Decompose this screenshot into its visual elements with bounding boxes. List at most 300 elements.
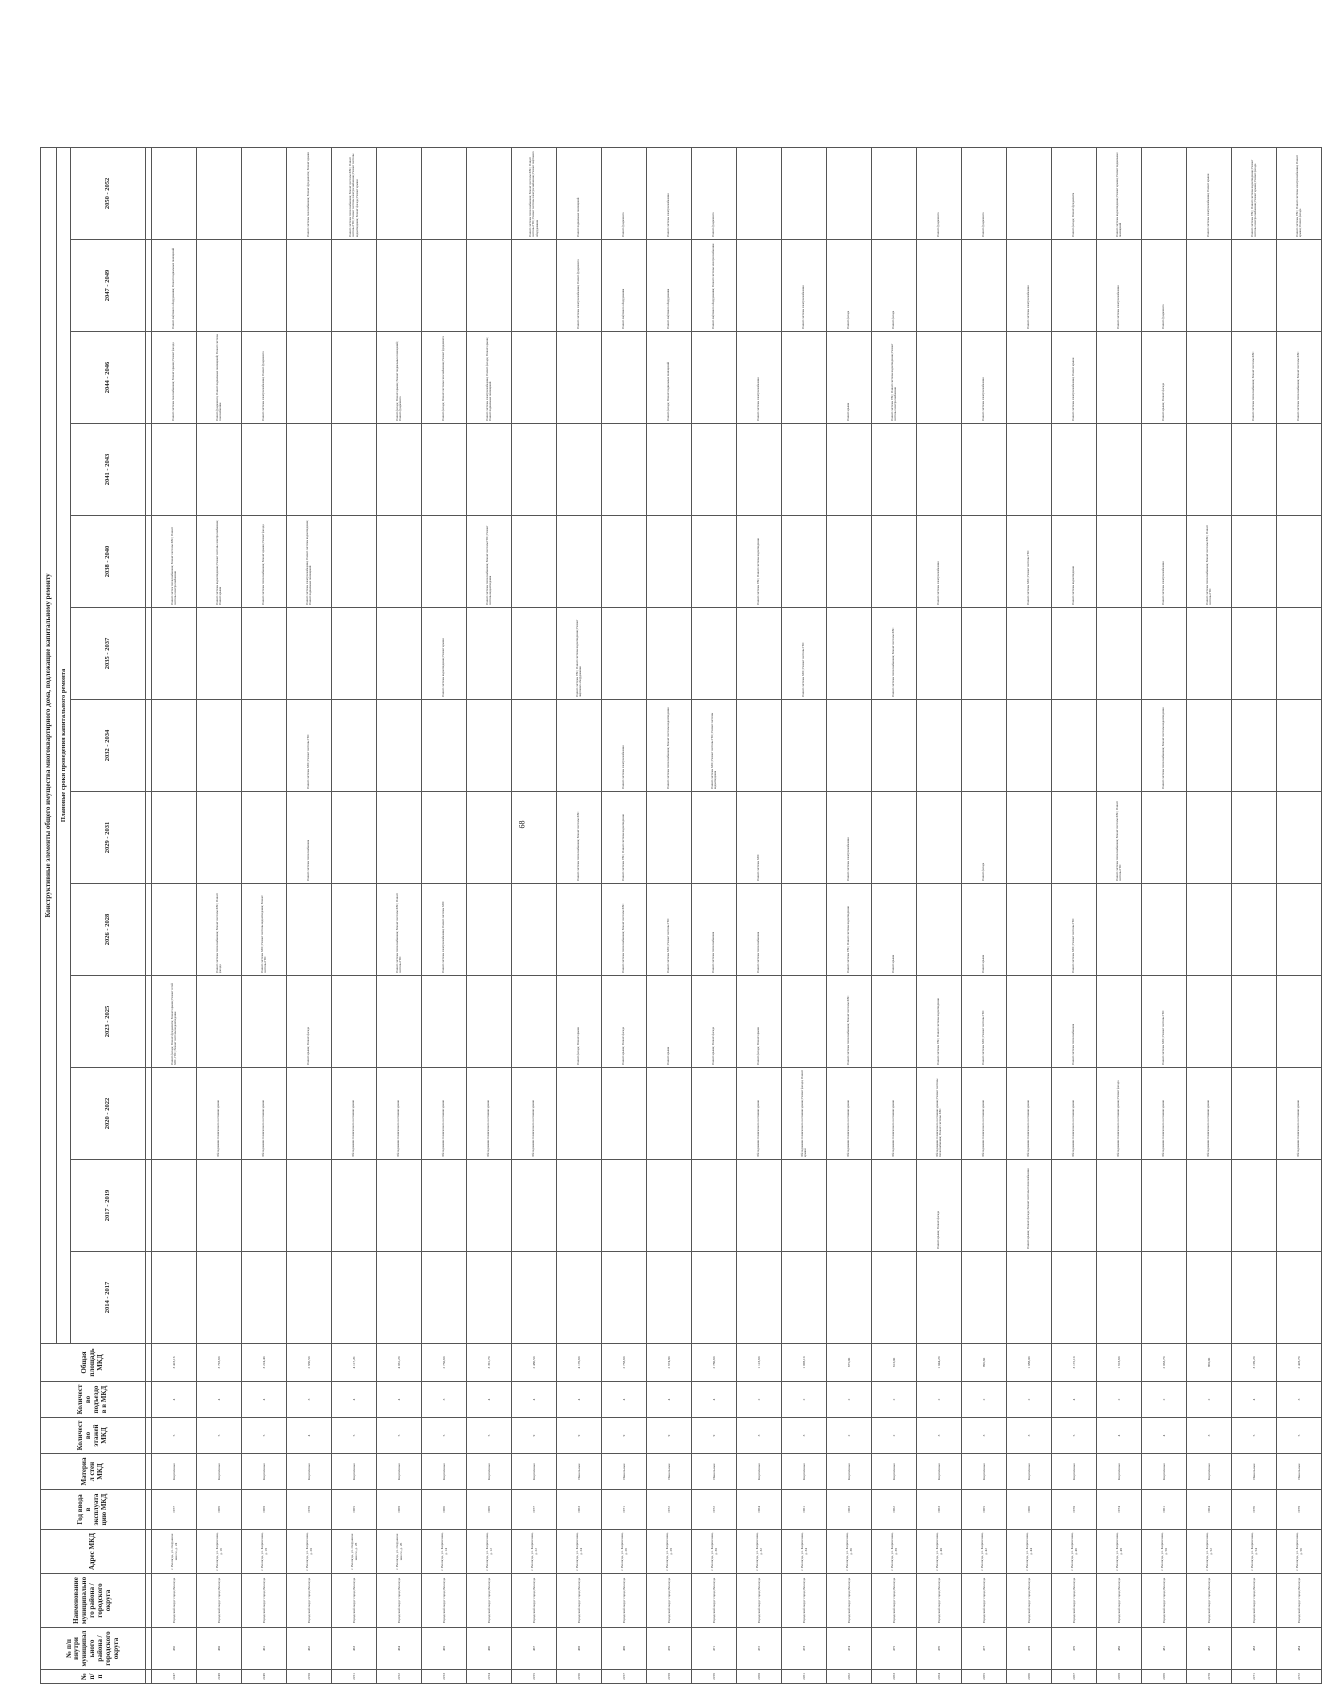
schedule-cell: Ремонт системы ХВС; Ремонт системы ГВС xyxy=(287,700,332,792)
schedule-cell xyxy=(557,1252,602,1344)
cell-n: 2251 xyxy=(332,1670,377,1684)
schedule-cell xyxy=(1007,332,1052,424)
cell-n: 2258 xyxy=(647,1670,692,1684)
cell-entrances: 4 xyxy=(1052,1382,1097,1418)
cell-address: г. Вологда, ул. Кирпичная, д. 50 xyxy=(1142,1530,1187,1574)
table-row xyxy=(1232,147,1277,1683)
schedule-cell: Ремонт системы электроснабжения xyxy=(1142,516,1187,608)
schedule-cell: Ремонт крыши xyxy=(872,884,917,976)
table-row xyxy=(422,147,467,1683)
cell-material: Кирпичные xyxy=(1007,1454,1052,1490)
schedule-cell xyxy=(512,1160,557,1252)
cell-n: 2259 xyxy=(692,1670,737,1684)
cell-year: 1963 xyxy=(557,1490,602,1530)
cell-material: Панельные xyxy=(557,1454,602,1490)
cell-dn: 466 xyxy=(467,1628,512,1670)
schedule-cell: Ремонт системы теплоснабжения; Ремонт крыши; Ремонт фасада xyxy=(242,516,287,608)
schedule-cell xyxy=(557,1068,602,1160)
header-period: 2047 - 2049 xyxy=(71,240,146,332)
schedule-cell xyxy=(1187,1252,1232,1344)
cell-entrances: 4 xyxy=(197,1382,242,1418)
schedule-cell: Обследование технического состояния здания xyxy=(872,1068,917,1160)
cell-address: г. Вологда, ул. Кирпичная, д. 14 xyxy=(422,1530,467,1574)
schedule-cell xyxy=(647,424,692,516)
header-year: Год ввода в эксплуатацию МКД xyxy=(41,1490,146,1530)
schedule-cell xyxy=(332,884,377,976)
cell-material: Кирпичные xyxy=(782,1454,827,1490)
schedule-cell: Обследование технического состояния здания; Ремонт фасада xyxy=(1097,1068,1142,1160)
schedule-cell: Ремонт системы электроснабжения; Ремонт фундамента xyxy=(557,240,602,332)
schedule-cell xyxy=(827,700,872,792)
cell-material: Кирпичные xyxy=(152,1454,197,1490)
cell-area: 2 486,50 xyxy=(512,1344,557,1382)
cell-material: Панельные xyxy=(1232,1454,1277,1490)
schedule-cell xyxy=(1232,1068,1277,1160)
schedule-cell: Ремонт системы электроснабжения xyxy=(1007,240,1052,332)
schedule-cell: Ремонт лифтового оборудования xyxy=(602,240,647,332)
schedule-cell xyxy=(1187,424,1232,516)
cell-year: 1977 xyxy=(512,1490,557,1530)
schedule-cell xyxy=(1232,240,1277,332)
schedule-cell xyxy=(737,1160,782,1252)
schedule-cell xyxy=(422,792,467,884)
cell-year: 1963 xyxy=(917,1490,962,1530)
schedule-cell xyxy=(917,792,962,884)
schedule-cell: Ремонт системы теплоснабжения; Ремонт системы ХВС; Ремонт системы ГВС; Ремонт системы электроснабжения; Ремонт лифтового оборудования xyxy=(512,147,557,239)
schedule-cell xyxy=(782,792,827,884)
cell-floors: 5 xyxy=(377,1418,422,1454)
schedule-cell xyxy=(152,424,197,516)
header-period: 2023 - 2025 xyxy=(71,976,146,1068)
schedule-cell: Ремонт системы электроснабжения; Ремонт фасада; Ремонт крыши; Ремонт подвальных помещений xyxy=(467,332,512,424)
cell-n: 2248 xyxy=(197,1670,242,1684)
table-row xyxy=(197,147,242,1683)
schedule-cell xyxy=(962,240,1007,332)
cell-entrances: 3 xyxy=(422,1382,467,1418)
cell-area: 2 750,60 xyxy=(422,1344,467,1382)
cell-year: 1968 xyxy=(377,1490,422,1530)
schedule-cell xyxy=(377,424,422,516)
schedule-cell xyxy=(737,147,782,239)
cell-year: 1965 xyxy=(332,1490,377,1530)
cell-district: Городской округ город Вологда xyxy=(962,1574,1007,1628)
schedule-cell xyxy=(1007,147,1052,239)
schedule-cell xyxy=(962,608,1007,700)
schedule-cell: Ремонт системы ГВС; Ремонт системы электроснабжения; Ремонт крыши; Ремонт фасада xyxy=(1277,147,1322,239)
cell-material: Кирпичные xyxy=(962,1454,1007,1490)
schedule-cell xyxy=(512,792,557,884)
cell-dn: 472 xyxy=(737,1628,782,1670)
schedule-cell: Ремонт системы электроснабжения xyxy=(647,147,692,239)
cell-material: Кирпичные xyxy=(197,1454,242,1490)
schedule-cell xyxy=(962,424,1007,516)
schedule-cell xyxy=(737,240,782,332)
schedule-cell: Ремонт фасада xyxy=(827,240,872,332)
cell-dn: 456 xyxy=(152,1628,197,1670)
schedule-cell: Ремонт системы электроснабжения xyxy=(1097,240,1142,332)
cell-area: 675,00 xyxy=(827,1344,872,1382)
cell-area: 3 391,70 xyxy=(467,1344,512,1382)
schedule-cell: Ремонт фасада; Ремонт крыши xyxy=(557,976,602,1068)
schedule-cell xyxy=(737,608,782,700)
cell-entrances: 4 xyxy=(602,1382,647,1418)
cell-material: Кирпичные xyxy=(872,1454,917,1490)
cell-district: Городской округ город Вологда xyxy=(692,1574,737,1628)
schedule-cell xyxy=(152,1068,197,1160)
schedule-cell xyxy=(287,332,332,424)
schedule-cell: Ремонт системы теплоснабжения xyxy=(1052,976,1097,1068)
cell-district: Городской округ город Вологда xyxy=(377,1574,422,1628)
schedule-cell: Ремонт крыши xyxy=(962,884,1007,976)
schedule-cell xyxy=(737,424,782,516)
schedule-cell xyxy=(1142,884,1187,976)
schedule-cell xyxy=(1142,1252,1187,1344)
schedule-cell xyxy=(332,1252,377,1344)
cell-district: Городской округ город Вологда xyxy=(422,1574,467,1628)
schedule-cell xyxy=(1052,240,1097,332)
header-period: 2020 - 2022 xyxy=(71,1068,146,1160)
cell-dn: 477 xyxy=(962,1628,1007,1670)
schedule-cell: Обследование технического состояния здания xyxy=(1052,1068,1097,1160)
schedule-cell xyxy=(1097,332,1142,424)
schedule-cell xyxy=(512,424,557,516)
cell-n: 2257 xyxy=(602,1670,647,1684)
schedule-cell xyxy=(782,1252,827,1344)
schedule-cell xyxy=(152,1252,197,1344)
schedule-cell xyxy=(602,424,647,516)
cell-address: г. Вологда, ул. Кирпичная, д. 52 xyxy=(1187,1530,1232,1574)
header-period: 2041 - 2043 xyxy=(71,424,146,516)
cell-district: Городской округ город Вологда xyxy=(1007,1574,1052,1628)
table-row xyxy=(782,147,827,1683)
schedule-cell xyxy=(1187,884,1232,976)
cell-year: 1962 xyxy=(872,1490,917,1530)
cell-year: 1970 xyxy=(1052,1490,1097,1530)
cell-address: г. Вологда, ул. Кирпичная, д. 36 xyxy=(827,1530,872,1574)
cell-entrances: 2 xyxy=(872,1382,917,1418)
cell-floors: 3 xyxy=(1007,1418,1052,1454)
schedule-cell xyxy=(1277,608,1322,700)
cell-floors: 3 xyxy=(962,1418,1007,1454)
cell-year: 1972 xyxy=(692,1490,737,1530)
schedule-cell: Ремонт крыши; Ремонт фасада xyxy=(692,976,737,1068)
cell-district: Городской округ город Вологда xyxy=(512,1574,557,1628)
cell-address: г. Вологда, ул. Кирпичная, д. 24 xyxy=(557,1530,602,1574)
schedule-cell xyxy=(197,1252,242,1344)
schedule-cell xyxy=(1052,1252,1097,1344)
schedule-cell xyxy=(1097,1160,1142,1252)
schedule-cell xyxy=(782,147,827,239)
schedule-cell xyxy=(827,1252,872,1344)
schedule-cell: Ремонт системы ХВС xyxy=(737,792,782,884)
schedule-cell xyxy=(242,240,287,332)
schedule-cell: Ремонт системы ГВС; Ремонт системы водоотведения xyxy=(917,976,962,1068)
schedule-cell xyxy=(377,792,422,884)
table-row xyxy=(1097,147,1142,1683)
schedule-cell xyxy=(692,792,737,884)
schedule-cell: Обследование технического состояния здания xyxy=(422,1068,467,1160)
schedule-cell xyxy=(197,147,242,239)
schedule-cell xyxy=(1187,332,1232,424)
header-period: 2032 - 2034 xyxy=(71,700,146,792)
schedule-cell xyxy=(467,608,512,700)
schedule-cell xyxy=(1277,700,1322,792)
cell-entrances: 3 xyxy=(1277,1382,1322,1418)
cell-district: Городской округ город Вологда xyxy=(782,1574,827,1628)
cell-area: 3 793,60 xyxy=(197,1344,242,1382)
schedule-cell: Обследование технического состояния здания xyxy=(827,1068,872,1160)
schedule-cell xyxy=(602,332,647,424)
schedule-cell xyxy=(692,1252,737,1344)
schedule-cell: Ремонт фасада; Ремонт крыши; Ремонт подвальных помещений; Ремонт фундамента xyxy=(377,332,422,424)
cell-area: 1 098,10 xyxy=(782,1344,827,1382)
header-period: 2026 - 2028 xyxy=(71,884,146,976)
schedule-cell xyxy=(827,516,872,608)
schedule-cell: Ремонт системы ГВС; Ремонт системы водоотведения; Ремонт системы электроснабжения xyxy=(872,332,917,424)
cell-dn: 467 xyxy=(512,1628,557,1670)
cell-n: 2260 xyxy=(737,1670,782,1684)
schedule-cell xyxy=(872,424,917,516)
schedule-cell xyxy=(1232,608,1277,700)
cell-floors: 4 xyxy=(1097,1418,1142,1454)
table-row xyxy=(557,147,602,1683)
cell-n: 2249 xyxy=(242,1670,287,1684)
schedule-cell xyxy=(377,516,422,608)
schedule-cell: Ремонт системы водоотведения; Ремонт крыши; Ремонт подвальных помещений xyxy=(1097,147,1142,239)
schedule-cell xyxy=(917,700,962,792)
schedule-cell: Ремонт фасада; Ремонт подвальных помещений xyxy=(647,332,692,424)
schedule-cell xyxy=(197,424,242,516)
schedule-cell xyxy=(917,608,962,700)
table-row xyxy=(872,147,917,1683)
cell-area: 4 117,20 xyxy=(332,1344,377,1382)
header-period: 2038 - 2040 xyxy=(71,516,146,608)
cell-area: 1 123,60 xyxy=(737,1344,782,1382)
cell-district: Городской округ город Вологда xyxy=(647,1574,692,1628)
schedule-cell: Обследование технического состояния здания xyxy=(512,1068,557,1160)
schedule-cell: Ремонт крыши; Ремонт фасада xyxy=(287,976,332,1068)
cell-n: 2256 xyxy=(557,1670,602,1684)
cell-entrances: 4 xyxy=(332,1382,377,1418)
schedule-cell xyxy=(512,700,557,792)
schedule-cell: Ремонт системы теплоснабжения; Ремонт системы ХВС xyxy=(602,884,647,976)
schedule-cell xyxy=(647,516,692,608)
schedule-cell: Ремонт системы теплоснабжения; Ремонт системы ХВС; Ремонт системы ГВС xyxy=(1097,792,1142,884)
schedule-cell: Ремонт системы ГВС; Ремонт системы водоотведения; Ремонт системы электроснабжения; Ремонт крыши; Ремонт фасада xyxy=(1232,147,1277,239)
schedule-cell xyxy=(782,1160,827,1252)
cell-area: 996,60 xyxy=(962,1344,1007,1382)
schedule-cell: Ремонт системы электроснабжения xyxy=(962,332,1007,424)
cell-entrances: 4 xyxy=(467,1382,512,1418)
cell-entrances: 2 xyxy=(917,1382,962,1418)
cell-district: Городской округ город Вологда xyxy=(287,1574,332,1628)
cell-floors: 5 xyxy=(197,1418,242,1454)
schedule-cell xyxy=(1052,608,1097,700)
schedule-cell xyxy=(647,1068,692,1160)
cell-floors: 2 xyxy=(827,1418,872,1454)
schedule-cell xyxy=(782,516,827,608)
schedule-cell: Ремонт системы теплоснабжения; Ремонт системы ХВС xyxy=(1277,332,1322,424)
cell-address: г. Вологда, ул. Кирпичная, д. 34 xyxy=(782,1530,827,1574)
schedule-cell xyxy=(242,147,287,239)
cell-year: 1964 xyxy=(737,1490,782,1530)
schedule-cell xyxy=(242,1252,287,1344)
table-row xyxy=(1277,147,1322,1683)
table-row xyxy=(332,147,377,1683)
schedule-cell: Ремонт фасада xyxy=(872,240,917,332)
schedule-cell xyxy=(512,332,557,424)
cell-floors: 9 xyxy=(647,1418,692,1454)
schedule-cell xyxy=(1277,424,1322,516)
header-period: 2050 - 2052 xyxy=(71,147,146,239)
schedule-cell xyxy=(872,700,917,792)
cell-n: 2264 xyxy=(917,1670,962,1684)
header-period: 2014 - 2017 xyxy=(71,1252,146,1344)
cell-address: г. Вологда, ул. Окружное шоссе, д. 24 xyxy=(152,1530,197,1574)
schedule-cell xyxy=(1052,1160,1097,1252)
table-row xyxy=(1007,147,1052,1683)
schedule-cell xyxy=(782,976,827,1068)
cell-dn: 480 xyxy=(1097,1628,1142,1670)
header-period: 2017 - 2019 xyxy=(71,1160,146,1252)
schedule-cell: Ремонт системы теплоснабжения xyxy=(692,884,737,976)
cell-address: г. Вологда, ул. Кирпичная, д. 16 xyxy=(197,1530,242,1574)
schedule-cell xyxy=(512,608,557,700)
schedule-cell xyxy=(872,1252,917,1344)
cell-floors: 9 xyxy=(557,1418,602,1454)
cell-district: Городской округ город Вологда xyxy=(1232,1574,1277,1628)
schedule-cell xyxy=(1277,516,1322,608)
cell-entrances: 2 xyxy=(1097,1382,1142,1418)
schedule-cell: Ремонт системы теплоснабжения; Ремонт системы ХВС; Ремонт фасада xyxy=(197,884,242,976)
header-address: Адрес МКД xyxy=(41,1530,146,1574)
schedule-cell xyxy=(332,240,377,332)
header-area: Общая площадь МКД xyxy=(41,1344,146,1382)
cell-dn: 464 xyxy=(377,1628,422,1670)
schedule-cell xyxy=(1232,1160,1277,1252)
schedule-cell: Ремонт системы теплоснабжения; Ремонт системы ХВС; Ремонт системы ГВС xyxy=(377,884,422,976)
header-entrances: Количество подъездов в МКД xyxy=(41,1382,146,1418)
cell-address: г. Вологда, ул. Кирпичная, д. 44 xyxy=(1007,1530,1052,1574)
schedule-cell: Ремонт системы ХВС; Ремонт системы ГВС xyxy=(782,608,827,700)
cell-entrances: 3 xyxy=(287,1382,332,1418)
schedule-cell xyxy=(422,516,467,608)
cell-dn: 462 xyxy=(287,1628,332,1670)
schedule-cell: Ремонт системы электроснабжения; Ремонт системы ХВС xyxy=(422,884,467,976)
cell-address: г. Вологда, ул. Кирпичная, д. 12 xyxy=(467,1530,512,1574)
schedule-cell: Ремонт системы электроснабжения xyxy=(602,700,647,792)
cell-floors: 3 xyxy=(1187,1418,1232,1454)
schedule-cell: Ремонт фундамента xyxy=(917,147,962,239)
schedule-cell xyxy=(1187,976,1232,1068)
schedule-cell: Обследование технического состояния здания xyxy=(1277,1068,1322,1160)
cell-n: 2265 xyxy=(962,1670,1007,1684)
header-floors: Количество этажей МКД xyxy=(41,1418,146,1454)
schedule-cell: Ремонт крыши xyxy=(647,976,692,1068)
cell-dn: 482 xyxy=(1187,1628,1232,1670)
schedule-cell xyxy=(197,792,242,884)
cell-year: 1963 xyxy=(827,1490,872,1530)
schedule-cell: Обследование технического состояния здания; Ремонт системы теплоснабжения; Ремонт системы ХВС xyxy=(917,1068,962,1160)
schedule-cell xyxy=(1142,147,1187,239)
schedule-cell xyxy=(782,424,827,516)
schedule-cell: Ремонт системы теплоснабжения; Ремонт системы ХВС; Ремонт системы ГВС; Ремонт системы электроснабжения; Ремонт системы водоотведения; Ремонт фасада; Ремонт крыши xyxy=(332,147,377,239)
schedule-cell xyxy=(872,1160,917,1252)
cell-material: Кирпичные xyxy=(1052,1454,1097,1490)
schedule-cell xyxy=(377,976,422,1068)
schedule-cell: Ремонт систем теплоснабжения; Ремонт системы ХВС; Ремонт системы электроснабжения xyxy=(152,516,197,608)
schedule-cell: Обследование технического состояния здания xyxy=(962,1068,1007,1160)
schedule-cell xyxy=(827,608,872,700)
cell-entrances: 4 xyxy=(512,1382,557,1418)
schedule-cell: Ремонт системы водоотведения; Ремонт крыши xyxy=(422,608,467,700)
cell-floors: 3 xyxy=(737,1418,782,1454)
schedule-cell xyxy=(512,1252,557,1344)
schedule-cell: Ремонт системы ГВС; Ремонт системы водоотведения; Ремонт лифтового оборудования xyxy=(557,608,602,700)
schedule-cell xyxy=(1277,240,1322,332)
cell-district: Городской округ город Вологда xyxy=(1142,1574,1187,1628)
schedule-cell xyxy=(962,1252,1007,1344)
cell-district: Городской округ город Вологда xyxy=(1052,1574,1097,1628)
schedule-cell: Ремонт лифтового оборудования xyxy=(647,240,692,332)
schedule-cell: Ремонт системы теплоснабжения; Ремонт системы водоотведения xyxy=(647,700,692,792)
cell-year: 1964 xyxy=(1187,1490,1232,1530)
cell-entrances: 2 xyxy=(1142,1382,1187,1418)
cell-material: Кирпичные xyxy=(467,1454,512,1490)
cell-year: 1968 xyxy=(242,1490,287,1530)
schedule-cell xyxy=(1007,1252,1052,1344)
schedule-cell: Ремонт системы газоснабжения; Ремонт фундамента; Ремонт крыши xyxy=(287,147,332,239)
schedule-cell xyxy=(602,1252,647,1344)
schedule-cell: Ремонт фасада; Ремонт фундамента; Ремонт крыши; Ремонт сетей ХВС, ГВС; Ремонт системы водоотведения xyxy=(152,976,197,1068)
schedule-cell: Ремонт лифтового оборудования; Ремонт системы электроснабжения xyxy=(692,240,737,332)
cell-dn: 470 xyxy=(647,1628,692,1670)
schedule-cell xyxy=(152,147,197,239)
schedule-cell xyxy=(602,608,647,700)
schedule-cell xyxy=(1277,792,1322,884)
cell-area: 3 423,16 xyxy=(152,1344,197,1382)
schedule-cell xyxy=(1142,608,1187,700)
schedule-cell xyxy=(287,608,332,700)
cell-material: Панельные xyxy=(1277,1454,1322,1490)
cell-area: 2 974,80 xyxy=(647,1344,692,1382)
schedule-cell xyxy=(917,332,962,424)
schedule-cell xyxy=(467,884,512,976)
schedule-cell: Обследование технического состояния здания xyxy=(332,1068,377,1160)
header-row-elements xyxy=(41,147,57,1683)
cell-entrances: 2 xyxy=(1007,1382,1052,1418)
schedule-cell xyxy=(287,1252,332,1344)
cell-year: 1965 xyxy=(962,1490,1007,1530)
schedule-cell xyxy=(647,1252,692,1344)
schedule-cell: Ремонт системы теплоснабжения; Ремонт системы ХВС xyxy=(827,976,872,1068)
cell-district: Городской округ город Вологда xyxy=(827,1574,872,1628)
schedule-cell: Ремонт системы газоснабжения; Ремонт крыши; Ремонт фасада xyxy=(152,332,197,424)
schedule-cell xyxy=(332,516,377,608)
cell-year: 1966 xyxy=(1007,1490,1052,1530)
cell-district: Городской округ город Вологда xyxy=(557,1574,602,1628)
cell-address: г. Вологда, ул. Кирпичная, д. 42 xyxy=(962,1530,1007,1574)
cell-material: Панельные xyxy=(647,1454,692,1490)
cell-address: г. Вологда, ул. Кирпичная, д. 30 xyxy=(692,1530,737,1574)
schedule-cell: Ремонт системы ХВС; Ремонт системы ГВС xyxy=(1052,884,1097,976)
schedule-cell xyxy=(512,976,557,1068)
cell-material: Кирпичные xyxy=(287,1454,332,1490)
cell-district: Городской округ город Вологда xyxy=(917,1574,962,1628)
schedule-cell xyxy=(467,1252,512,1344)
schedule-cell: Ремонт крыши xyxy=(827,332,872,424)
schedule-cell xyxy=(512,240,557,332)
